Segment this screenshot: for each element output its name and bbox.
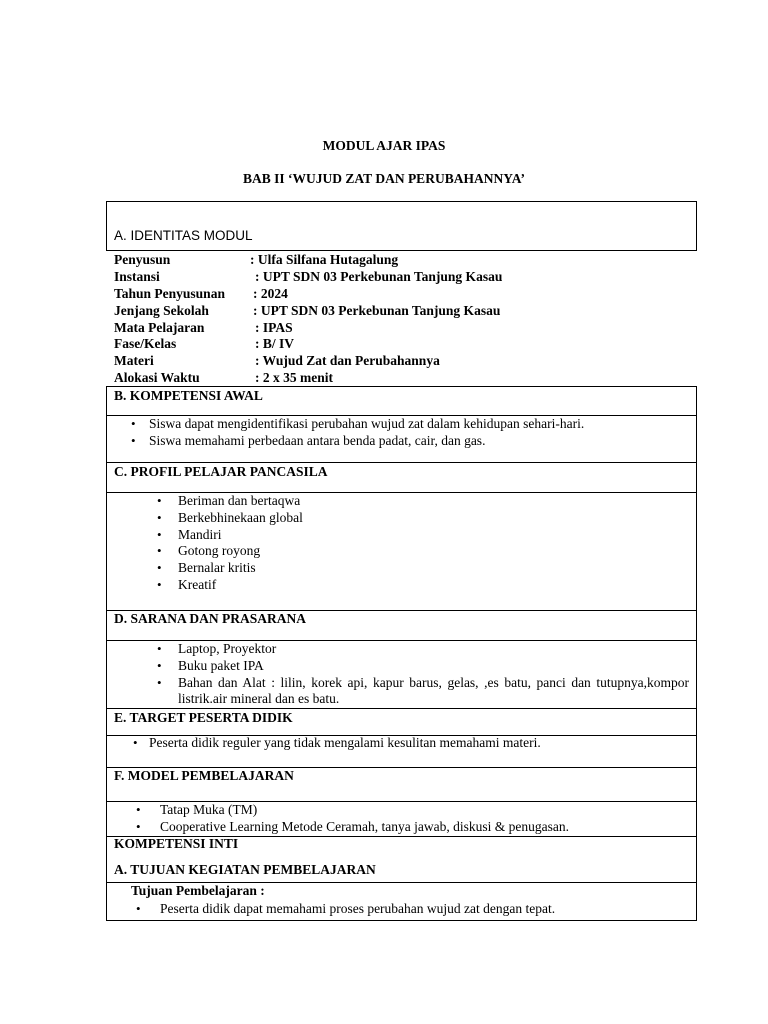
identitas-key: Jenjang Sekolah (114, 303, 209, 318)
list-item: Bernalar kritis (178, 560, 256, 575)
identitas-value: : 2024 (253, 286, 288, 301)
identitas-value: : UPT SDN 03 Perkebunan Tanjung Kasau (255, 269, 503, 284)
kompetensi-awal-heading: B. KOMPETENSI AWAL (114, 388, 263, 403)
identitas-key: Tahun Penyusunan (114, 286, 225, 301)
list-item: Kreatif (178, 577, 217, 592)
bullet-icon: • (157, 510, 162, 525)
target-heading: E. TARGET PESERTA DIDIK (114, 710, 293, 725)
identitas-key: Fase/Kelas (114, 336, 177, 351)
identitas-key: Mata Pelajaran (114, 320, 205, 335)
list-item: Mandiri (178, 527, 222, 542)
bullet-icon: • (157, 641, 162, 656)
identitas-heading: A. IDENTITAS MODUL (114, 228, 253, 243)
bullet-icon: • (157, 577, 162, 592)
bullet-icon: • (131, 433, 136, 448)
list-item: Buku paket IPA (178, 658, 264, 673)
sarana-heading: D. SARANA DAN PRASARANA (114, 611, 307, 626)
identitas-box (106, 201, 697, 251)
tujuan-label: Tujuan Pembelajaran : (131, 883, 265, 898)
profil-heading: C. PROFIL PELAJAR PANCASILA (114, 464, 328, 479)
identitas-value: : B/ IV (255, 336, 295, 351)
identitas-key: Alokasi Waktu (114, 370, 200, 385)
bullet-icon: • (157, 527, 162, 542)
bullet-icon: • (157, 543, 162, 558)
list-item: Laptop, Proyektor (178, 641, 277, 656)
bullet-icon: • (157, 560, 162, 575)
bullet-icon: • (136, 802, 141, 817)
model-heading: F. MODEL PEMBELAJARAN (114, 768, 294, 783)
bullet-icon: • (157, 675, 162, 690)
list-item: Peserta didik reguler yang tidak mengalami kesulitan memahami materi. (149, 735, 541, 750)
list-item: Peserta didik dapat memahami proses perubahan wujud zat dengan tepat. (160, 901, 556, 916)
list-item: Tatap Muka (TM) (160, 802, 258, 817)
identitas-value: : Wujud Zat dan Perubahannya (255, 353, 440, 368)
document-subtitle: BAB II ‘WUJUD ZAT DAN PERUBAHANNYA’ (243, 171, 525, 186)
identitas-value: : Ulfa Silfana Hutagalung (250, 252, 399, 267)
identitas-value: : IPAS (255, 320, 293, 335)
identitas-value: : 2 x 35 menit (255, 370, 333, 385)
list-item: Bahan dan Alat : lilin, korek api, kapur barus, gelas, ,es batu, panci dan tutupnya,kompor listrik.air mineral dan es batu. (178, 675, 689, 706)
bullet-icon: • (131, 416, 136, 431)
list-item: Siswa memahami perbedaan antara benda padat, cair, dan gas. (149, 433, 486, 448)
tujuan-heading: A. TUJUAN KEGIATAN PEMBELAJARAN (114, 862, 376, 877)
list-item: Siswa dapat mengidentifikasi perubahan wujud zat dalam kehidupan sehari-hari. (149, 416, 585, 431)
inti-heading: KOMPETENSI INTI (114, 836, 239, 851)
bullet-icon: • (157, 493, 162, 508)
identitas-key: Penyusun (114, 252, 171, 267)
list-item: Beriman dan bertaqwa (178, 493, 301, 508)
identitas-key: Instansi (114, 269, 160, 284)
list-item: Cooperative Learning Metode Ceramah, tanya jawab, diskusi & penugasan. (160, 819, 570, 834)
document-title: MODUL AJAR IPAS (322, 138, 446, 153)
list-item: Berkebhinekaan global (178, 510, 303, 525)
list-item: Gotong royong (178, 543, 261, 558)
bullet-icon: • (136, 819, 141, 834)
identitas-key: Materi (114, 353, 154, 368)
bullet-icon: • (157, 658, 162, 673)
identitas-value: : UPT SDN 03 Perkebunan Tanjung Kasau (253, 303, 501, 318)
bullet-icon: • (136, 901, 141, 916)
bullet-icon: • (133, 735, 138, 750)
